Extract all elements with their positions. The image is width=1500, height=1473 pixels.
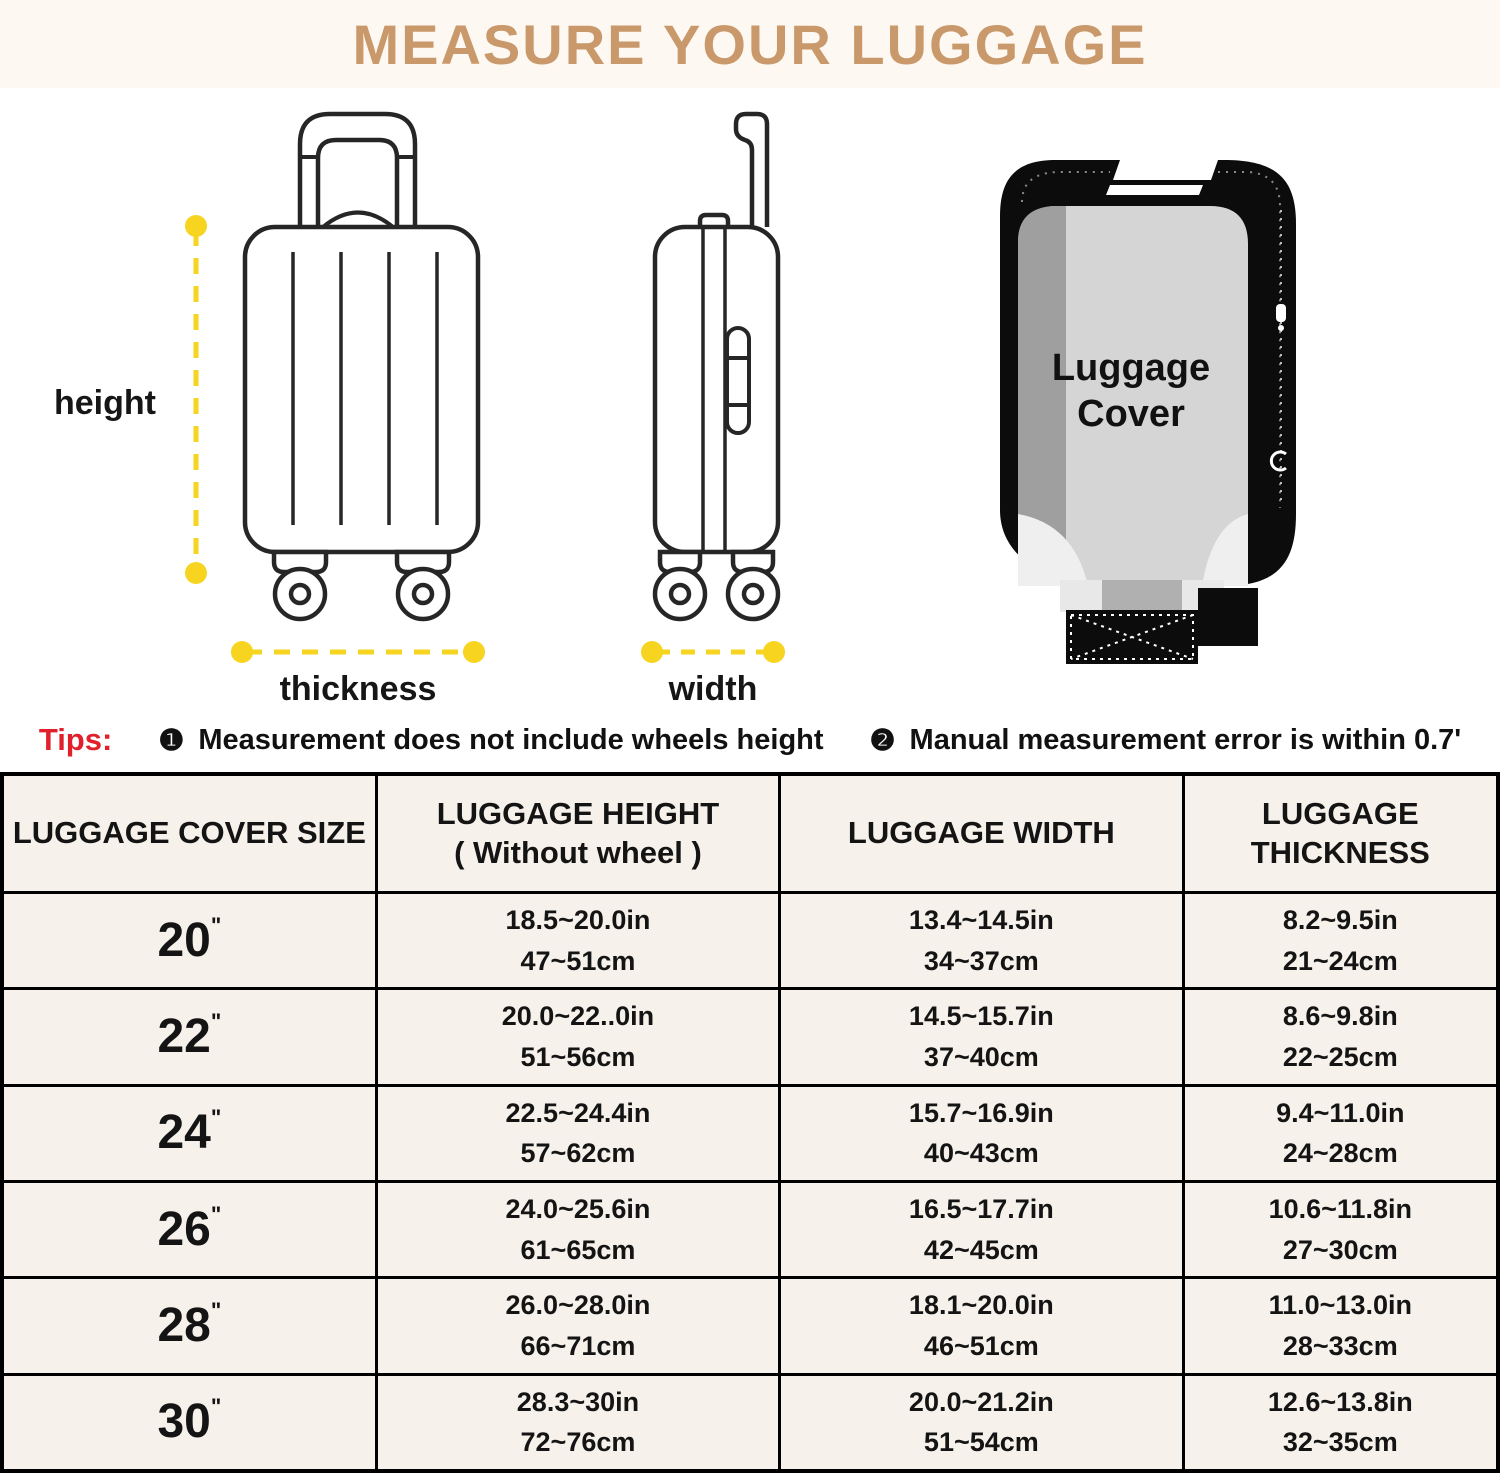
- height-cell: 20.0~22..0in 51~56cm: [378, 990, 778, 1083]
- header-luggage-height: LUGGAGE HEIGHT ( Without wheel ): [378, 776, 778, 891]
- tip-item: [870, 723, 1462, 758]
- size-cell: 30": [4, 1376, 375, 1469]
- thickness-cell: 10.6~11.8in 27~30cm: [1185, 1183, 1496, 1276]
- page-title: MEASURE YOUR LUGGAGE: [352, 12, 1148, 76]
- height-cell: 22.5~24.4in 57~62cm: [378, 1087, 778, 1180]
- height-label: height: [54, 384, 156, 422]
- width-cell: 15.7~16.9in 40~43cm: [781, 1087, 1181, 1180]
- tip-text: Measurement does not include wheels height: [198, 723, 824, 756]
- tip-text: Manual measurement error is within 0.7': [909, 723, 1462, 756]
- thickness-cell: 8.2~9.5in 21~24cm: [1185, 894, 1496, 987]
- width-cell: 18.1~20.0in 46~51cm: [781, 1279, 1181, 1372]
- header-luggage-width: LUGGAGE WIDTH: [781, 776, 1181, 891]
- header-cover-size: LUGGAGE COVER SIZE: [4, 776, 375, 891]
- width-cell: 13.4~14.5in 34~37cm: [781, 894, 1181, 987]
- title-band: [0, 0, 1500, 88]
- tips-row: [0, 714, 1500, 766]
- header-luggage-thickness: LUGGAGE THICKNESS: [1185, 776, 1496, 891]
- size-cell: 28": [4, 1279, 375, 1372]
- size-cell: 24": [4, 1087, 375, 1180]
- width-measure-line: [638, 638, 788, 666]
- thickness-cell: 8.6~9.8in 22~25cm: [1185, 990, 1496, 1083]
- luggage-cover-illustration: [990, 158, 1310, 668]
- height-measure-line: [182, 212, 210, 587]
- width-label: width: [668, 670, 758, 708]
- size-cell: 22": [4, 990, 375, 1083]
- height-cell: 28.3~30in 72~76cm: [378, 1376, 778, 1469]
- height-cell: 26.0~28.0in 66~71cm: [378, 1279, 778, 1372]
- size-cell: 20": [4, 894, 375, 987]
- tips-label: Tips:: [38, 722, 113, 757]
- thickness-cell: 11.0~13.0in 28~33cm: [1185, 1279, 1496, 1372]
- width-cell: 16.5~17.7in 42~45cm: [781, 1183, 1181, 1276]
- cover-label-line1: Luggage: [1051, 347, 1211, 389]
- height-cell: 24.0~25.6in 61~65cm: [378, 1183, 778, 1276]
- width-cell: 14.5~15.7in 37~40cm: [781, 990, 1181, 1083]
- suitcase-front-view-illustration: [175, 100, 495, 630]
- size-cell: 26": [4, 1183, 375, 1276]
- measurement-diagram-area: [0, 88, 1500, 772]
- thickness-cell: 12.6~13.8in 32~35cm: [1185, 1376, 1496, 1469]
- height-cell: 18.5~20.0in 47~51cm: [378, 894, 778, 987]
- thickness-cell: 9.4~11.0in 24~28cm: [1185, 1087, 1496, 1180]
- suitcase-side-view-illustration: [635, 100, 790, 630]
- cover-label-line2: Cover: [1077, 393, 1185, 435]
- numbered-bullet-1-icon: ❶: [158, 724, 185, 757]
- size-chart-table: [0, 772, 1500, 1473]
- thickness-label: thickness: [279, 670, 437, 708]
- numbered-bullet-2-icon: ❷: [869, 724, 896, 757]
- width-cell: 20.0~21.2in 51~54cm: [781, 1376, 1181, 1469]
- tip-item: [158, 723, 823, 758]
- thickness-measure-line: [228, 638, 488, 666]
